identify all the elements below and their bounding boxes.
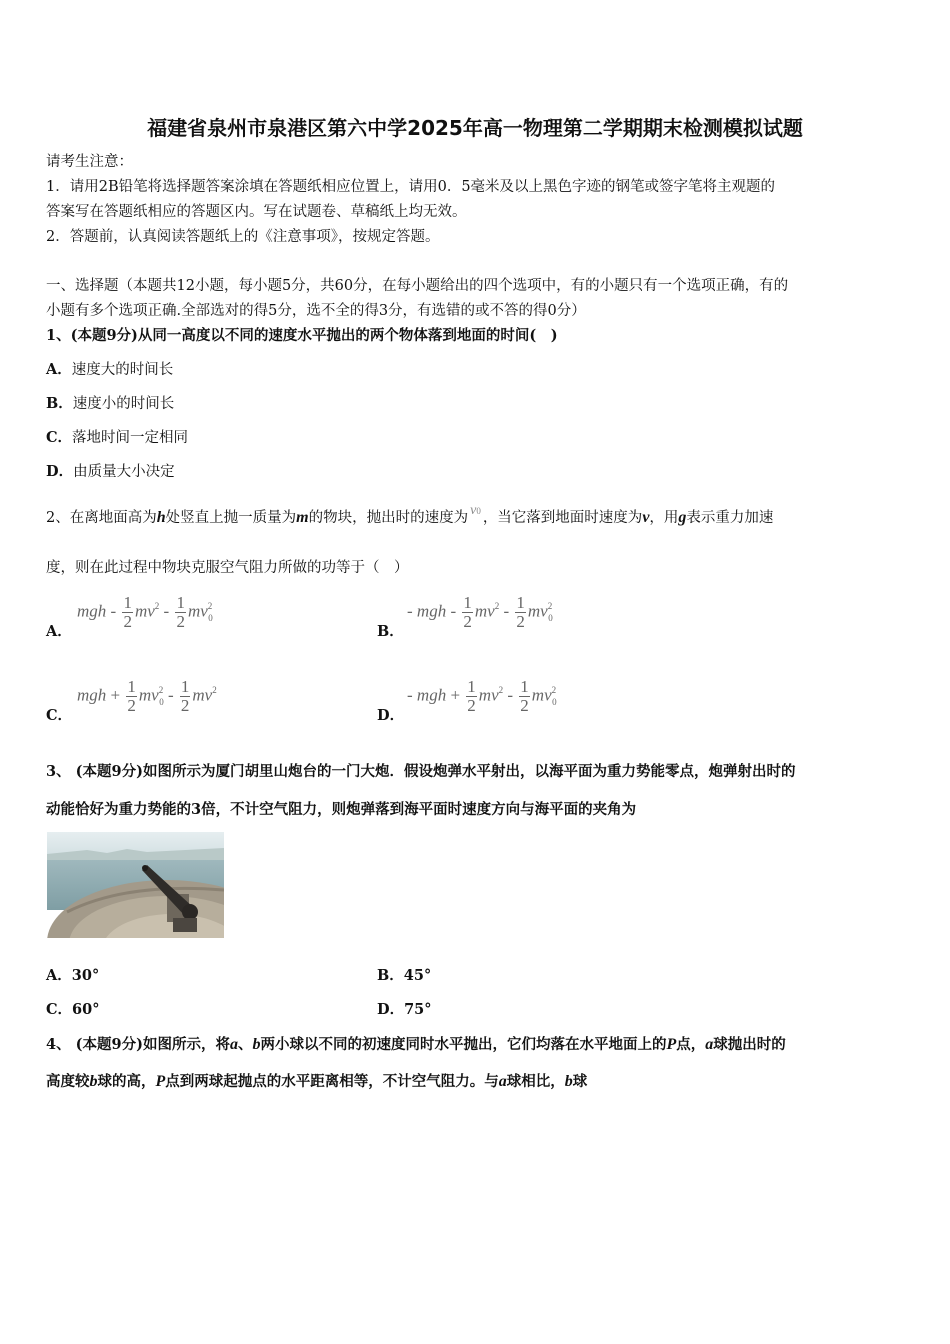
option-text: 75° — [404, 1001, 432, 1018]
option-label: A． — [46, 967, 72, 984]
var-b: b — [89, 1073, 98, 1090]
v0-letter: v — [470, 503, 477, 518]
f-sub0: 0 — [159, 697, 164, 708]
q2-text: 处竖直上抛一质量为 — [165, 510, 297, 526]
var-a: a — [229, 1036, 238, 1053]
option-label: D． — [377, 1001, 405, 1018]
f-sub0: 0 — [548, 613, 553, 624]
f-half — [180, 678, 191, 715]
question-1-option-d[interactable] — [46, 462, 175, 482]
f-half — [122, 594, 133, 631]
q4-text: 4、 (本题9分)如图所示，将 — [46, 1036, 230, 1053]
var-v0 — [470, 501, 481, 521]
f-sq: 2 — [212, 685, 217, 696]
question-3-option-a[interactable] — [46, 966, 99, 986]
f-sq: 2 — [154, 601, 160, 612]
question-3-stem-line-2: 动能恰好为重力势能的3倍，不计空气阻力，则炮弹落到海平面时速度方向与海平面的夹角为 — [46, 801, 637, 818]
var-a: a — [498, 1073, 507, 1090]
f-num: 1 — [463, 593, 472, 612]
f-den: 2 — [463, 612, 472, 631]
f-sq: 2 — [498, 685, 504, 696]
f-half — [175, 594, 186, 631]
f-mv: mv — [474, 601, 495, 621]
q4-text: 球相比， — [506, 1073, 565, 1090]
f-sq: 2 — [158, 685, 164, 696]
f-mv: mv — [138, 685, 159, 705]
var-m: m — [296, 509, 309, 526]
question-3-stem-line-1: 3、 (本题9分)如图所示为厦门胡里山炮台的一门大炮．假设炮弹水平射出，以海平面为重力势能零点，炮弹射出时的 — [46, 763, 796, 780]
notice-line-1: 1．请用2B铅笔将选择题答案涂填在答题纸相应位置上，请用0．5毫米及以上黑色字迹的钢笔或签字笔将主观题的 — [46, 179, 776, 195]
q4-text: 球 — [572, 1073, 588, 1090]
question-4-stem-line-2 — [46, 1072, 587, 1092]
var-h: h — [156, 509, 166, 526]
q4-text: 、 — [237, 1036, 253, 1053]
f-neg-mgh: - mgh — [407, 685, 447, 705]
v0-subscript: 0 — [476, 506, 481, 516]
f-den: 2 — [127, 696, 136, 715]
f-den: 2 — [176, 612, 185, 631]
option-label: B． — [46, 395, 73, 412]
q2-text: ，当它落到地面时速度为 — [482, 510, 643, 526]
question-2-option-d-formula — [407, 678, 557, 715]
q4-text: 球抛出时的 — [713, 1036, 786, 1053]
q2-text: 的物块，抛出时的速度为 — [308, 510, 469, 526]
question-2-stem-line-2: 度，则在此过程中物块克服空气阻力所做的功等于（ ） — [46, 560, 409, 576]
question-2-option-a-formula — [77, 594, 213, 631]
f-mgh: mgh — [77, 601, 107, 621]
f-mgh: mgh — [77, 685, 107, 705]
f-num: 1 — [180, 677, 190, 696]
f-mv: mv — [527, 601, 548, 621]
f-sq: 2 — [547, 601, 553, 612]
f-half — [462, 594, 473, 631]
option-label: C． — [46, 1001, 73, 1018]
f-mv: mv — [134, 601, 155, 621]
notice-line-3: 2．答题前，认真阅读答题纸上的《注意事项》，按规定答题。 — [46, 229, 440, 245]
f-sq: 2 — [551, 685, 557, 696]
option-text: 45° — [403, 967, 432, 984]
q4-text: 点到两球起抛点的水平距离相等，不计空气阻力。与 — [165, 1073, 499, 1090]
f-op: - — [507, 685, 514, 705]
f-den: 2 — [520, 696, 529, 715]
question-2-option-c-formula — [77, 678, 217, 715]
f-num: 1 — [467, 677, 476, 696]
option-label: D． — [46, 463, 74, 480]
var-g: g — [678, 509, 687, 526]
f-den: 2 — [180, 696, 190, 715]
option-label: B． — [377, 967, 404, 984]
f-half — [515, 594, 526, 631]
question-3-option-c[interactable] — [46, 1000, 99, 1020]
var-a: a — [705, 1036, 714, 1053]
f-num: 1 — [176, 593, 185, 612]
question-1-option-b[interactable] — [46, 394, 174, 414]
f-op: - — [110, 601, 117, 621]
question-1-option-a[interactable] — [46, 360, 173, 380]
section-1-intro-line-1: 一、选择题（本题共12小题，每小题5分，共60分，在每小题给出的四个选项中，有的小题只有一个选项正确，有的 — [46, 278, 789, 294]
question-1-stem: 1、(本题9分)从同一高度以不同的速度水平抛出的两个物体落到地面的时间( ) — [46, 327, 558, 344]
f-den: 2 — [516, 612, 525, 631]
option-label: C． — [46, 429, 73, 446]
question-3-option-b[interactable] — [377, 966, 431, 986]
notice-line-2: 答案写在答题纸相应的答题区内。写在试题卷、草稿纸上均无效。 — [46, 204, 467, 220]
q2-text: 表示重力加速 — [686, 510, 774, 526]
var-p: P — [666, 1036, 677, 1053]
cannon-photo — [47, 832, 224, 938]
f-num: 1 — [520, 677, 529, 696]
notice-heading: 请考生注意： — [46, 154, 133, 170]
q2-text: 2、在离地面高为 — [46, 510, 157, 526]
question-1-option-c[interactable] — [46, 428, 188, 448]
option-text: 60° — [72, 1001, 100, 1018]
f-mv: mv — [187, 601, 208, 621]
q2-text: ，用 — [649, 510, 679, 526]
f-sub0: 0 — [552, 697, 557, 708]
f-op: - — [503, 601, 510, 621]
var-b: b — [252, 1036, 261, 1053]
q4-text: 高度较 — [46, 1073, 90, 1090]
question-2-option-b-label[interactable]: B． — [377, 623, 404, 640]
q4-text: 两小球以不同的初速度同时水平抛出，它们均落在水平地面上的 — [260, 1036, 667, 1053]
question-2-option-d-label[interactable]: D． — [377, 707, 405, 724]
f-sub0: 0 — [208, 613, 213, 624]
option-text: 速度大的时间长 — [71, 362, 174, 378]
question-2-option-a-label[interactable]: A． — [46, 623, 72, 640]
f-op: + — [450, 685, 461, 705]
f-sq: 2 — [494, 601, 500, 612]
page-title: 福建省泉州市泉港区第六中学2025年高一物理第二学期期末检测模拟试题 — [147, 116, 803, 140]
f-den: 2 — [123, 612, 132, 631]
f-num: 1 — [516, 593, 525, 612]
f-op: + — [110, 685, 121, 705]
f-sq: 2 — [207, 601, 213, 612]
question-4-stem-line-1 — [46, 1035, 786, 1055]
f-mv: mv — [192, 685, 213, 705]
option-text: 由质量大小决定 — [73, 464, 175, 480]
question-2-stem-line-1 — [46, 503, 774, 529]
question-2-option-c-label[interactable]: C． — [46, 707, 73, 724]
var-v: v — [642, 509, 650, 526]
f-half — [519, 678, 530, 715]
option-label: A． — [46, 361, 72, 378]
f-neg-mgh: - mgh — [407, 601, 447, 621]
option-text: 落地时间一定相同 — [72, 430, 189, 446]
option-text: 30° — [71, 967, 100, 984]
f-mv: mv — [531, 685, 552, 705]
var-p: P — [155, 1073, 166, 1090]
f-half — [126, 678, 137, 715]
f-op: - — [167, 685, 174, 705]
var-b: b — [564, 1073, 573, 1090]
f-den: 2 — [467, 696, 476, 715]
question-2-option-b-formula — [407, 594, 553, 631]
section-1-intro-line-2: 小题有多个选项正确.全部选对的得5分，选不全的得3分，有选错的或不答的得0分） — [46, 303, 586, 319]
f-op: - — [163, 601, 170, 621]
f-mv: mv — [478, 685, 499, 705]
f-op: - — [450, 601, 457, 621]
q4-text: 球的高， — [97, 1073, 156, 1090]
f-num: 1 — [127, 677, 136, 696]
f-half — [466, 678, 477, 715]
option-text: 速度小的时间长 — [72, 396, 175, 412]
q4-text: 点， — [676, 1036, 706, 1053]
question-3-option-d[interactable] — [377, 1000, 432, 1020]
f-num: 1 — [123, 593, 132, 612]
